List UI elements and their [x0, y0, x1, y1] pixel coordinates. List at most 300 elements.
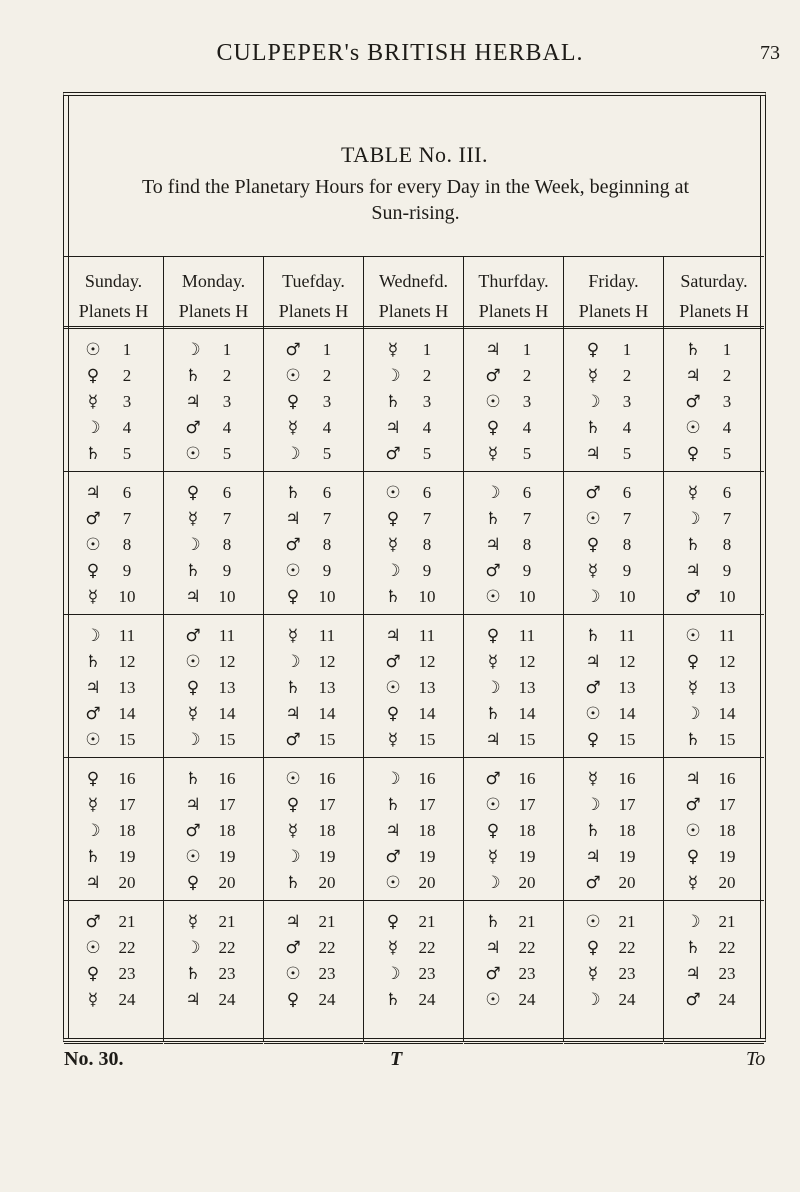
planet-symbol-icon: ♄	[285, 483, 301, 503]
planet-symbol-icon: ♀	[586, 535, 600, 555]
hour-number: 18	[218, 821, 236, 840]
hour-cell	[364, 506, 463, 532]
planet-symbol-icon: ♄	[685, 340, 701, 360]
hour-number: 2	[322, 366, 332, 385]
hour-cell	[364, 792, 463, 818]
hour-number: 19	[418, 847, 436, 866]
planet-symbol-icon: ♂	[285, 730, 301, 750]
hour-number: 12	[618, 652, 636, 671]
hour-cell	[264, 766, 363, 792]
hour-block	[164, 758, 263, 901]
hour-number: 10	[718, 587, 736, 606]
hour-cell	[564, 649, 663, 675]
planet-symbol-icon: ♃	[285, 509, 301, 529]
hour-number: 24	[318, 990, 336, 1009]
column-header	[364, 257, 463, 329]
planet-symbol-icon: ♂	[85, 509, 101, 529]
hour-number: 15	[218, 730, 236, 749]
hour-cell	[264, 844, 363, 870]
day-column	[564, 257, 664, 1042]
hour-cell	[464, 909, 563, 935]
hour-number: 12	[118, 652, 136, 671]
hour-number: 23	[318, 964, 336, 983]
hour-block	[64, 472, 163, 615]
hour-cell	[564, 961, 663, 987]
hour-number: 24	[418, 990, 436, 1009]
column-header	[264, 257, 363, 329]
planet-symbol-icon: ♀	[486, 626, 500, 646]
hour-cell	[364, 870, 463, 896]
planet-symbol-icon: ♄	[185, 366, 201, 386]
hour-number: 3	[422, 392, 432, 411]
planet-symbol-icon: ♀	[186, 483, 200, 503]
hour-cell	[564, 363, 663, 389]
subtitle-line-2: Sun-rising.	[371, 202, 460, 224]
planet-symbol-icon: ☽	[585, 795, 601, 815]
planet-symbol-icon: ♂	[685, 990, 701, 1010]
hour-cell	[364, 727, 463, 753]
planet-symbol-icon: ♂	[385, 444, 401, 464]
planet-symbol-icon: ☿	[87, 587, 99, 607]
hour-number: 20	[718, 873, 736, 892]
hour-number: 4	[522, 418, 532, 437]
column-header	[564, 257, 663, 329]
planet-symbol-icon: ♂	[385, 847, 401, 867]
hour-cell	[664, 675, 764, 701]
planet-symbol-icon: ♀	[386, 509, 400, 529]
hour-number: 2	[522, 366, 532, 385]
hour-number: 16	[318, 769, 336, 788]
planet-symbol-icon: ☽	[185, 535, 201, 555]
hour-cell	[464, 792, 563, 818]
planet-symbol-icon: ♂	[285, 938, 301, 958]
hour-number: 1	[222, 340, 232, 359]
hour-number: 10	[218, 587, 236, 606]
hour-cell	[464, 649, 563, 675]
day-name: Saturday.	[680, 271, 748, 291]
hour-cell	[264, 480, 363, 506]
planet-symbol-icon: ♀	[86, 769, 100, 789]
hour-number: 23	[718, 964, 736, 983]
planet-symbol-icon: ☉	[85, 938, 101, 958]
day-column	[164, 257, 264, 1042]
hour-cell	[164, 961, 263, 987]
hour-number: 10	[318, 587, 336, 606]
hour-number: 6	[222, 483, 232, 502]
planet-symbol-icon: ♂	[85, 912, 101, 932]
hour-cell	[64, 480, 163, 506]
hour-number: 21	[318, 912, 336, 931]
planet-symbol-icon: ☉	[485, 392, 501, 412]
hour-number: 8	[322, 535, 332, 554]
planet-symbol-icon: ♀	[286, 990, 300, 1010]
planet-symbol-icon: ♀	[686, 652, 700, 672]
hour-cell	[64, 532, 163, 558]
hour-cell	[64, 363, 163, 389]
hour-cell	[164, 441, 263, 467]
hour-number: 3	[322, 392, 332, 411]
hour-block	[64, 329, 163, 472]
hour-cell	[164, 909, 263, 935]
planet-symbol-icon: ♄	[685, 535, 701, 555]
planet-symbol-icon: ♃	[85, 873, 101, 893]
hour-number: 8	[122, 535, 132, 554]
hour-cell	[664, 792, 764, 818]
planet-symbol-icon: ♃	[185, 392, 201, 412]
planet-symbol-icon: ☿	[287, 626, 299, 646]
hour-cell	[464, 701, 563, 727]
hour-block	[264, 615, 363, 758]
hour-number: 15	[418, 730, 436, 749]
planet-symbol-icon: ♃	[585, 847, 601, 867]
hour-cell	[164, 987, 263, 1013]
hour-number: 18	[418, 821, 436, 840]
hour-number: 15	[118, 730, 136, 749]
planet-symbol-icon: ♂	[585, 483, 601, 503]
hour-number: 13	[718, 678, 736, 697]
planet-symbol-icon: ♄	[385, 392, 401, 412]
planet-symbol-icon: ☿	[387, 730, 399, 750]
planet-symbol-icon: ☉	[685, 626, 701, 646]
planet-symbol-icon: ♂	[485, 769, 501, 789]
planet-symbol-icon: ☉	[485, 990, 501, 1010]
hour-number: 16	[218, 769, 236, 788]
planet-symbol-icon: ♃	[185, 795, 201, 815]
hour-number: 9	[322, 561, 332, 580]
hour-cell	[664, 389, 764, 415]
hour-cell	[664, 415, 764, 441]
hour-cell	[364, 584, 463, 610]
hour-number: 21	[718, 912, 736, 931]
planet-symbol-icon: ♀	[586, 938, 600, 958]
planet-symbol-icon: ☿	[187, 912, 199, 932]
hour-cell	[664, 818, 764, 844]
planet-symbol-icon: ♂	[85, 704, 101, 724]
planets-hours-label: Planets H	[178, 301, 249, 321]
hour-block	[464, 329, 563, 472]
planet-symbol-icon: ♂	[485, 964, 501, 984]
planet-symbol-icon: ♄	[185, 964, 201, 984]
planet-symbol-icon: ☿	[687, 678, 699, 698]
hour-cell	[364, 844, 463, 870]
hour-block	[564, 615, 663, 758]
hour-number: 17	[618, 795, 636, 814]
hour-number: 16	[418, 769, 436, 788]
planet-symbol-icon: ☉	[385, 678, 401, 698]
hour-number: 23	[218, 964, 236, 983]
hour-number: 20	[118, 873, 136, 892]
hour-cell	[564, 415, 663, 441]
planet-symbol-icon: ♃	[385, 821, 401, 841]
hour-number: 18	[518, 821, 536, 840]
hour-cell	[464, 623, 563, 649]
hour-block	[64, 901, 163, 1044]
hour-cell	[664, 909, 764, 935]
hour-number: 6	[422, 483, 432, 502]
hour-cell	[564, 818, 663, 844]
hour-block	[664, 615, 764, 758]
hour-cell	[64, 506, 163, 532]
hour-block	[564, 329, 663, 472]
hour-cell	[464, 987, 563, 1013]
hour-cell	[164, 870, 263, 896]
planet-symbol-icon: ☉	[285, 769, 301, 789]
hour-cell	[164, 623, 263, 649]
hour-cell	[364, 623, 463, 649]
hour-number: 2	[222, 366, 232, 385]
hour-cell	[364, 935, 463, 961]
hour-cell	[464, 584, 563, 610]
signature-mark: No. 30.	[64, 1048, 124, 1070]
hour-number: 9	[522, 561, 532, 580]
hour-cell	[464, 961, 563, 987]
hour-cell	[464, 337, 563, 363]
hour-cell	[564, 532, 663, 558]
hour-cell	[264, 649, 363, 675]
hour-number: 22	[418, 938, 436, 957]
hour-cell	[264, 389, 363, 415]
hour-cell	[64, 766, 163, 792]
planet-symbol-icon: ☿	[587, 366, 599, 386]
hour-number: 5	[522, 444, 532, 463]
planet-symbol-icon: ☉	[85, 340, 101, 360]
hour-cell	[564, 987, 663, 1013]
planet-symbol-icon: ☉	[485, 587, 501, 607]
hour-number: 16	[718, 769, 736, 788]
hour-number: 5	[122, 444, 132, 463]
hour-block	[264, 901, 363, 1044]
hour-cell	[264, 506, 363, 532]
planet-symbol-icon: ☉	[285, 366, 301, 386]
hour-cell	[664, 584, 764, 610]
hour-cell	[164, 337, 263, 363]
planet-symbol-icon: ☉	[185, 847, 201, 867]
planet-symbol-icon: ♀	[486, 418, 500, 438]
hour-number: 18	[618, 821, 636, 840]
day-column	[364, 257, 464, 1042]
hour-block	[164, 329, 263, 472]
hour-cell	[264, 818, 363, 844]
hour-number: 14	[518, 704, 536, 723]
hour-number: 21	[118, 912, 136, 931]
hour-number: 3	[522, 392, 532, 411]
hour-cell	[464, 363, 563, 389]
day-name: Sunday.	[84, 271, 143, 291]
planet-symbol-icon: ☉	[585, 704, 601, 724]
hour-number: 24	[218, 990, 236, 1009]
hour-number: 6	[322, 483, 332, 502]
planet-symbol-icon: ♀	[386, 704, 400, 724]
planet-symbol-icon: ☽	[385, 964, 401, 984]
hour-cell	[64, 987, 163, 1013]
hour-number: 13	[418, 678, 436, 697]
hour-number: 1	[722, 340, 732, 359]
planet-symbol-icon: ♃	[185, 587, 201, 607]
hour-number: 7	[522, 509, 532, 528]
planet-symbol-icon: ♃	[285, 704, 301, 724]
hour-cell	[364, 766, 463, 792]
hour-cell	[264, 415, 363, 441]
hour-cell	[464, 766, 563, 792]
hour-cell	[264, 584, 363, 610]
hour-cell	[464, 389, 563, 415]
day-name: Tuefday.	[282, 271, 345, 291]
hour-number: 22	[118, 938, 136, 957]
hour-cell	[664, 935, 764, 961]
hour-cell	[164, 675, 263, 701]
planet-symbol-icon: ♄	[485, 704, 501, 724]
planet-symbol-icon: ☉	[85, 730, 101, 750]
hour-number: 8	[422, 535, 432, 554]
hour-cell	[64, 792, 163, 818]
hour-block	[164, 472, 263, 615]
planet-symbol-icon: ♀	[686, 444, 700, 464]
hour-number: 14	[218, 704, 236, 723]
planets-hours-label: Planets H	[679, 301, 749, 321]
hour-cell	[264, 337, 363, 363]
hour-number: 4	[222, 418, 232, 437]
planet-symbol-icon: ♀	[286, 795, 300, 815]
hour-cell	[264, 558, 363, 584]
day-column	[64, 257, 164, 1042]
planet-symbol-icon: ♄	[585, 821, 601, 841]
hour-number: 19	[618, 847, 636, 866]
hour-block	[164, 901, 263, 1044]
hour-cell	[364, 675, 463, 701]
hour-cell	[164, 935, 263, 961]
hour-cell	[164, 363, 263, 389]
hour-cell	[264, 870, 363, 896]
running-head	[0, 40, 800, 70]
hour-cell	[264, 532, 363, 558]
hour-number: 9	[722, 561, 732, 580]
hour-cell	[564, 441, 663, 467]
hour-number: 9	[622, 561, 632, 580]
planet-symbol-icon: ♃	[185, 990, 201, 1010]
planet-symbol-icon: ♄	[485, 912, 501, 932]
planet-symbol-icon: ♃	[585, 652, 601, 672]
hour-number: 22	[618, 938, 636, 957]
hour-cell	[564, 935, 663, 961]
planet-symbol-icon: ☽	[185, 730, 201, 750]
hour-number: 2	[622, 366, 632, 385]
hour-number: 24	[118, 990, 136, 1009]
hour-number: 2	[722, 366, 732, 385]
hour-number: 3	[722, 392, 732, 411]
hour-block	[164, 615, 263, 758]
hour-number: 11	[618, 626, 636, 645]
hour-cell	[264, 792, 363, 818]
hour-number: 12	[218, 652, 236, 671]
hour-cell	[264, 623, 363, 649]
planet-symbol-icon: ♂	[185, 418, 201, 438]
hour-number: 22	[318, 938, 336, 957]
hour-cell	[64, 649, 163, 675]
hour-number: 12	[518, 652, 536, 671]
planet-symbol-icon: ☿	[287, 418, 299, 438]
planets-hours-label: Planets H	[78, 301, 149, 321]
planet-symbol-icon: ♀	[286, 392, 300, 412]
column-header	[464, 257, 563, 329]
hour-number: 8	[622, 535, 632, 554]
hour-number: 16	[118, 769, 136, 788]
day-column	[664, 257, 764, 1042]
page-number: 73	[760, 42, 780, 64]
hour-number: 21	[218, 912, 236, 931]
hour-number: 10	[618, 587, 636, 606]
hour-cell	[564, 389, 663, 415]
hour-cell	[564, 844, 663, 870]
hour-cell	[464, 935, 563, 961]
hour-block	[264, 758, 363, 901]
hour-number: 10	[418, 587, 436, 606]
hour-cell	[664, 649, 764, 675]
hour-cell	[364, 558, 463, 584]
planet-symbol-icon: ♄	[485, 509, 501, 529]
hour-number: 16	[518, 769, 536, 788]
hour-cell	[564, 506, 663, 532]
hour-number: 5	[422, 444, 432, 463]
planet-symbol-icon: ☿	[687, 483, 699, 503]
hour-cell	[164, 584, 263, 610]
planet-symbol-icon: ☿	[87, 990, 99, 1010]
planet-symbol-icon: ☉	[385, 483, 401, 503]
planet-symbol-icon: ☽	[85, 821, 101, 841]
hour-number: 1	[322, 340, 332, 359]
hour-number: 7	[422, 509, 432, 528]
planet-symbol-icon: ♃	[685, 366, 701, 386]
hour-block	[464, 901, 563, 1044]
planet-symbol-icon: ☽	[285, 847, 301, 867]
planet-symbol-icon: ♀	[686, 847, 700, 867]
hour-number: 23	[618, 964, 636, 983]
hour-cell	[264, 675, 363, 701]
hour-number: 20	[418, 873, 436, 892]
planet-symbol-icon: ♀	[186, 678, 200, 698]
hour-number: 11	[718, 626, 736, 645]
hour-number: 23	[118, 964, 136, 983]
planet-symbol-icon: ♄	[85, 652, 101, 672]
planet-symbol-icon: ☿	[387, 938, 399, 958]
hour-number: 4	[322, 418, 332, 437]
hour-number: 23	[418, 964, 436, 983]
planet-symbol-icon: ♃	[585, 444, 601, 464]
hour-number: 11	[318, 626, 336, 645]
hour-number: 23	[518, 964, 536, 983]
hour-cell	[564, 623, 663, 649]
hour-number: 3	[622, 392, 632, 411]
planet-symbol-icon: ♂	[585, 873, 601, 893]
hour-number: 19	[218, 847, 236, 866]
hour-number: 7	[222, 509, 232, 528]
hour-number: 17	[318, 795, 336, 814]
hour-cell	[64, 584, 163, 610]
hour-cell	[364, 363, 463, 389]
hour-cell	[164, 844, 263, 870]
hour-cell	[164, 480, 263, 506]
column-header	[64, 257, 163, 329]
hour-number: 1	[122, 340, 132, 359]
hour-number: 10	[518, 587, 536, 606]
hour-number: 15	[518, 730, 536, 749]
hour-block	[464, 472, 563, 615]
hour-cell	[664, 727, 764, 753]
planet-symbol-icon: ♂	[285, 340, 301, 360]
planet-symbol-icon: ♂	[685, 587, 701, 607]
hour-cell	[664, 961, 764, 987]
planet-symbol-icon: ☉	[385, 873, 401, 893]
hour-number: 20	[318, 873, 336, 892]
